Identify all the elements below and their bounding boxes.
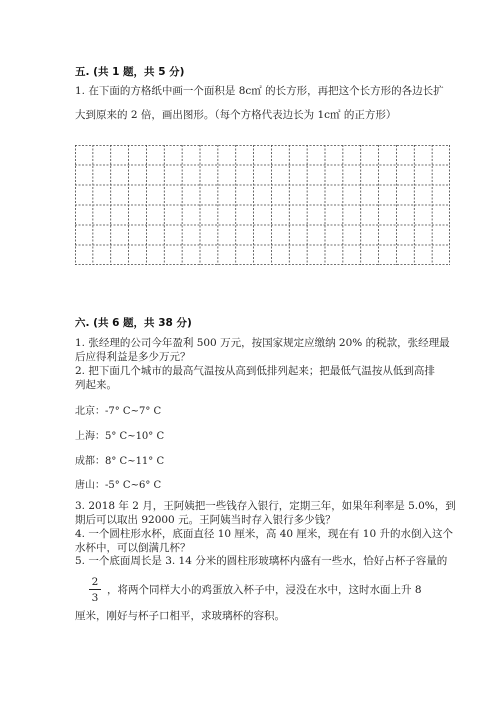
question-3-line2: 期后可以取出 92000 元。王阿姨当时存入银行多少钱？ <box>75 514 336 526</box>
city-name: 北京： <box>75 406 105 417</box>
question-4-line1: 4. 一个圆柱形水杯，底面直径 10 厘米，高 40 厘米，现在有 10 升的水倒入这个 <box>75 528 453 540</box>
question-2-line2: 列起来。 <box>75 379 117 391</box>
question-2-line1: 2. 把下面几个城市的最高气温按从高到低排列起来；把最低气温按从低到高排 <box>75 365 435 377</box>
city-shanghai <box>75 427 164 442</box>
graph-paper-grid <box>75 145 450 265</box>
fraction-numerator: 2 <box>91 576 99 588</box>
city-temp: 8° C~11° C <box>105 456 165 467</box>
section-5-heading: 五. (共 1 题，共 5 分) <box>75 66 185 78</box>
city-name: 成都： <box>75 456 105 467</box>
city-temp: 5° C~10° C <box>105 431 165 442</box>
fraction-bar <box>89 589 101 590</box>
fraction-two-thirds <box>89 576 101 604</box>
city-beijing <box>75 402 161 417</box>
question-1-line1: 1. 张经理的公司今年盈利 500 万元，按国家规定应缴纳 20% 的税款，张经理最 <box>75 337 450 349</box>
question-5-line2: ，将两个同样大小的鸡蛋放入杯子中，浸没在水中，这时水面上升 8 <box>107 584 422 596</box>
question-5-line1: 5. 一个底面周长是 3. 14 分米的圆柱形玻璃杯内盛有一些水，恰好占杯子容量的 <box>75 555 448 567</box>
city-name: 唐山： <box>75 480 105 491</box>
section-5-q1-line1: 1. 在下面的方格纸中画一个面积是 8c㎡ 的长方形，再把这个长方形的各边长扩 <box>75 85 444 97</box>
question-1-line2: 后应得利益是多少万元？ <box>75 351 191 363</box>
section-6-heading: 六. (共 6 题，共 38 分) <box>75 317 192 329</box>
question-4-line2: 水杯中，可以倒满几杯？ <box>75 542 191 554</box>
city-name: 上海： <box>75 431 105 442</box>
city-tangshan <box>75 476 161 491</box>
question-3-line1: 3. 2018 年 2 月，王阿姨把一些钱存入银行，定期三年，如果年利率是 5.0%，到 <box>75 500 456 512</box>
fraction-denominator: 3 <box>91 592 99 604</box>
city-chengdu <box>75 452 164 467</box>
city-temp: -5° C~6° C <box>105 480 162 491</box>
section-5-q1-line2: 大到原来的 2 倍，画出图形。（每个方格代表边长为 1c㎡ 的正方形） <box>75 109 397 121</box>
question-5-line3: 厘米，刚好与杯子口相平，求玻璃杯的容积。 <box>75 610 285 622</box>
city-temp: -7° C~7° C <box>105 406 162 417</box>
